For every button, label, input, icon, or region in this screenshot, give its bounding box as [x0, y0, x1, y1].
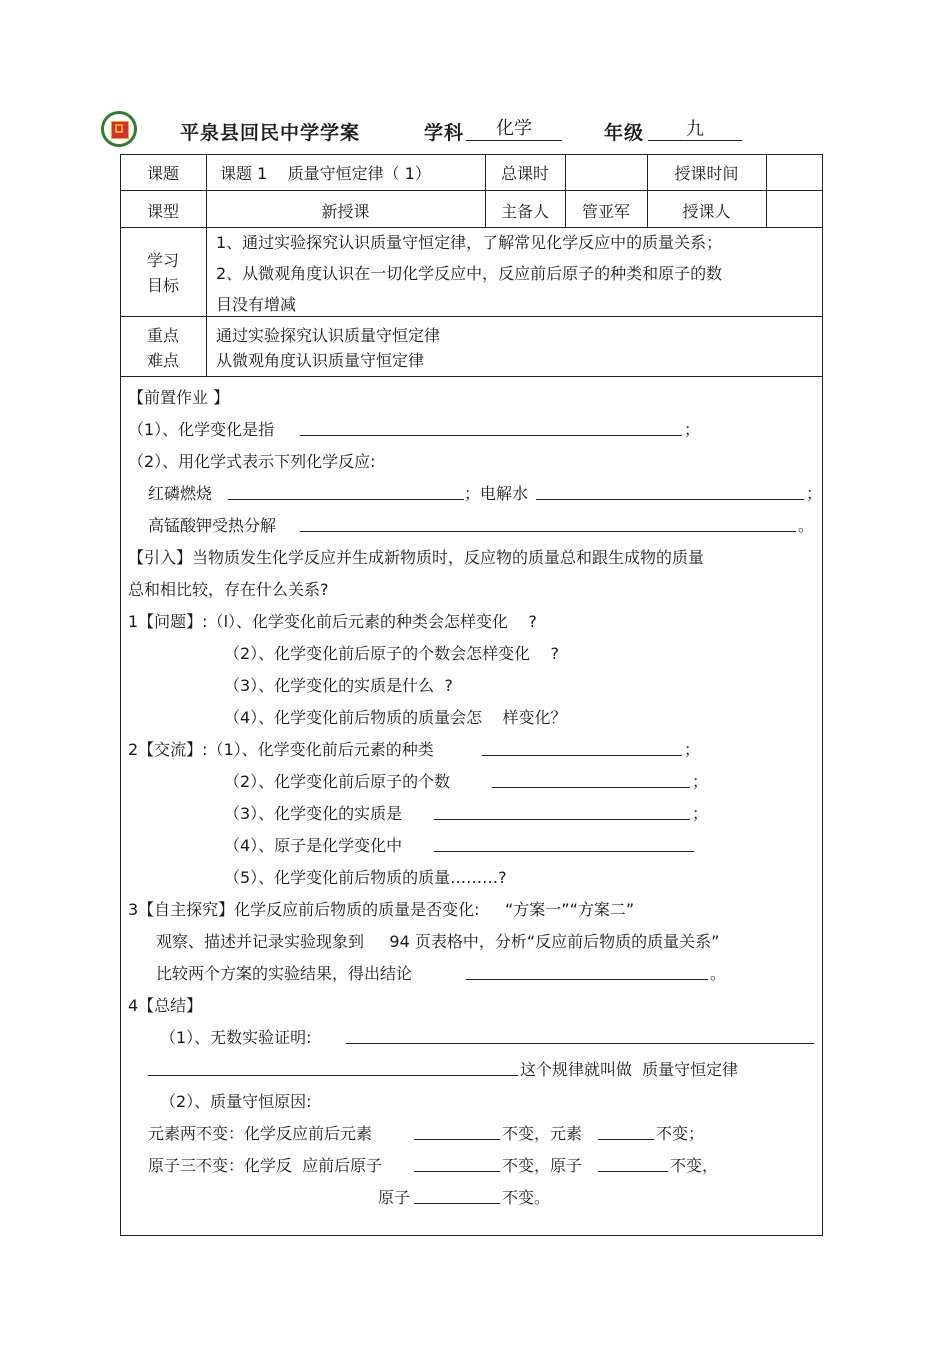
goal-line-2: 2、从微观角度认识在一切化学反应中，反应前后原子的种类和原子的数: [216, 264, 723, 283]
explore-3: 比较两个方案的实验结果，得出结论: [156, 964, 413, 983]
atom-invariants-e: 不变。: [502, 1188, 551, 1207]
school-title: 平泉县回民中学学案: [180, 122, 361, 144]
atom-invariants-c: 不变，: [670, 1156, 719, 1175]
lesson-type-value: 新授课: [321, 202, 370, 221]
q1-end: ；: [684, 420, 701, 439]
goal-line-3: 目没有增减: [216, 295, 297, 314]
summary-title: 4【总结】: [128, 996, 203, 1015]
school-logo: [101, 111, 137, 147]
q2-red-phosphorus: 红磷燃烧: [148, 484, 213, 503]
intro-line-1: 【引入】当物质发生化学反应并生成新物质时，反应物的质量总和跟生成物的质量: [128, 548, 705, 567]
exchange-1: 2【交流】:（1）、化学变化前后元素的种类: [128, 740, 434, 759]
q2-text: （2）、用化学式表示下列化学反应:: [128, 452, 376, 471]
summary-1b: 这个规律就叫做 质量守恒定律: [520, 1060, 739, 1079]
exchange-1-end: ；: [684, 740, 701, 759]
exchange-2-end: ；: [692, 772, 709, 791]
preparer-value: 管亚军: [581, 202, 630, 221]
key-line-1: 通过实验探究认识质量守恒定律: [216, 326, 441, 345]
element-invariants-a: 元素两不变：化学反应前后元素: [148, 1124, 373, 1143]
q2-kmno4-end: 。: [798, 516, 815, 535]
atom-invariants-d: 原子: [378, 1188, 411, 1207]
summary-1: （1）、无数实验证明:: [160, 1028, 312, 1047]
grade-label: 年级: [604, 122, 645, 144]
problem-2: （2）、化学变化前后原子的个数会怎样变化 ?: [224, 644, 560, 663]
label-teacher: 授课人: [682, 202, 731, 221]
label-preparer: 主备人: [500, 202, 549, 221]
q2-electrolysis: ；电解水: [464, 484, 529, 503]
subject-label: 学科: [424, 122, 465, 144]
exchange-2: （2）、化学变化前后原子的个数: [224, 772, 451, 791]
q1-text: （1）、化学变化是指: [128, 420, 275, 439]
label-total-hours: 总课时: [500, 164, 549, 183]
exchange-5: （5）、化学变化前后物质的质量………?: [224, 868, 507, 887]
label-lesson-type: 课型: [146, 202, 179, 221]
q2-end: ；: [806, 484, 823, 503]
exchange-3: （3）、化学变化的实质是: [224, 804, 403, 823]
grade-value: 九: [686, 119, 704, 140]
problem-3: （3）、化学变化的实质是什么 ?: [224, 676, 453, 695]
subject-value: 化学: [496, 118, 532, 139]
label-goals-1: 学习: [146, 251, 179, 270]
atom-invariants-b: 不变，原子: [502, 1156, 583, 1175]
explore-3-end: 。: [710, 964, 727, 983]
problem-1: 1【问题】:（l）、化学变化前后元素的种类会怎样变化 ?: [128, 612, 537, 631]
element-invariants-c: 不变；: [656, 1124, 705, 1143]
explore-2: 观察、描述并记录实验现象到 94 页表格中，分析“反应前后物质的质量关系”: [156, 932, 720, 951]
goal-line-1: 1、通过实验探究认识质量守恒定律，了解常见化学反应中的质量关系；: [216, 233, 723, 252]
explore-1: 3【自主探究】化学反应前后物质的质量是否变化: “方案一”“方案二”: [128, 900, 635, 919]
prework-title: 【前置作业 】: [128, 388, 230, 407]
label-teach-time: 授课时间: [674, 164, 739, 183]
element-invariants-b: 不变，元素: [502, 1124, 583, 1143]
exchange-4: （4）、原子是化学变化中: [224, 836, 403, 855]
label-topic: 课题: [146, 164, 179, 183]
q2-kmno4: 高锰酸钾受热分解: [148, 516, 277, 535]
atom-invariants-a: 原子三不变：化学反 应前后原子: [148, 1156, 383, 1175]
exchange-3-end: ；: [692, 804, 709, 823]
label-key-2: 难点: [146, 351, 179, 370]
intro-line-2: 总和相比较，存在什么关系?: [128, 580, 329, 599]
summary-2: （2）、质量守恒原因:: [160, 1092, 312, 1111]
topic-value: 课题 1 质量守恒定律（ 1）: [220, 164, 431, 183]
key-line-2: 从微观角度认识质量守恒定律: [216, 351, 425, 370]
label-key-1: 重点: [146, 326, 179, 345]
problem-4: （4）、化学变化前后物质的质量会怎 样变化？: [224, 708, 567, 727]
label-goals-2: 目标: [146, 276, 179, 295]
